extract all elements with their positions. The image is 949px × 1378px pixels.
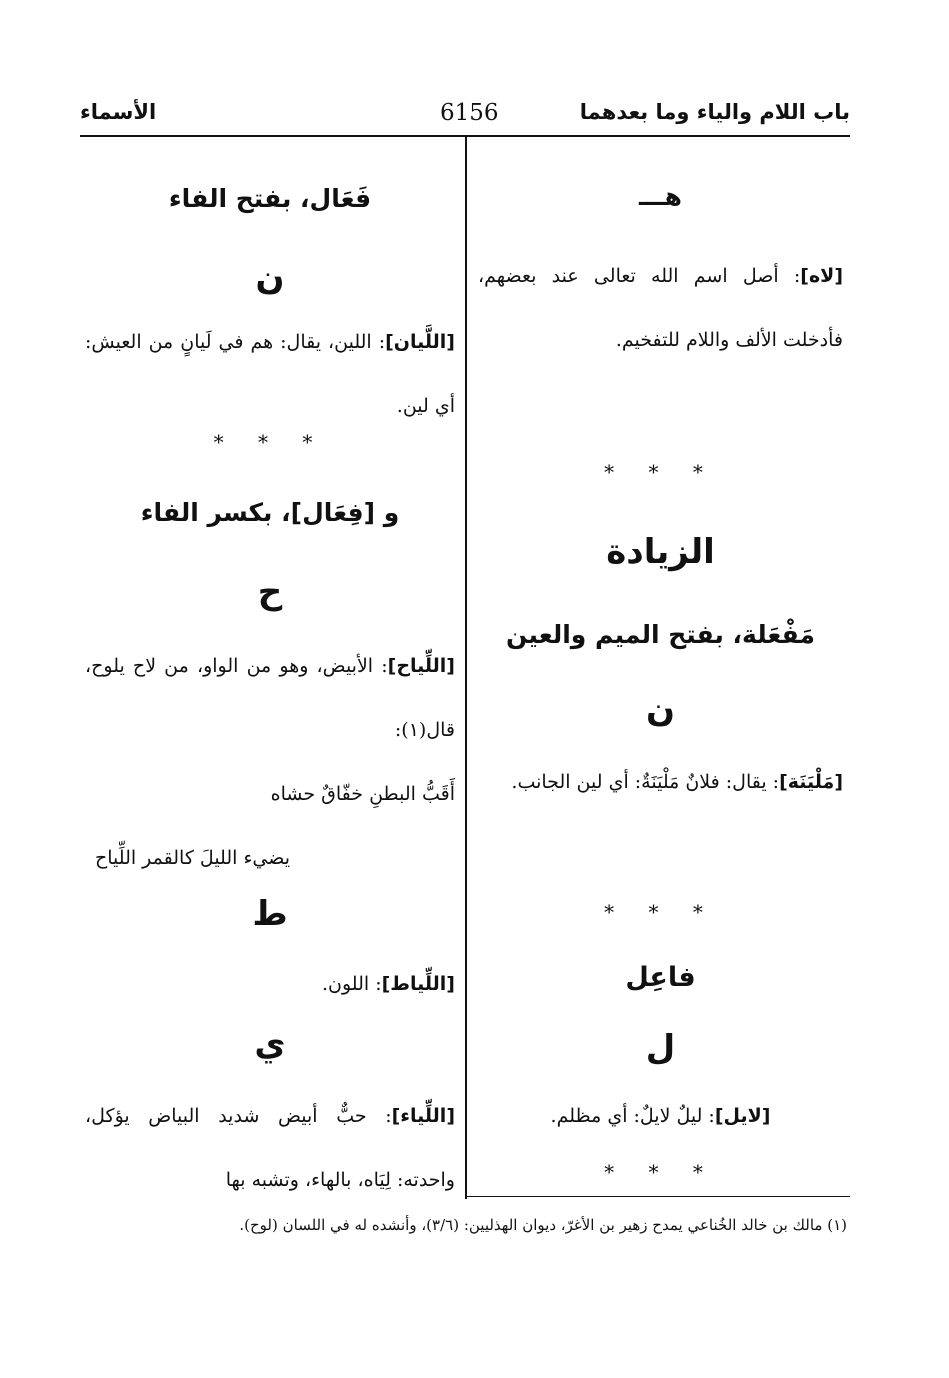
chapter-title: باب اللام والياء وما بعدهما xyxy=(579,100,850,124)
column-divider xyxy=(465,137,467,1199)
heading-ha: هـــ xyxy=(639,182,682,211)
poem-verse-first: أَقَبُّ البطنِ خفّاقٌ حشاه xyxy=(270,783,455,805)
section-title: الأسماء xyxy=(80,100,157,124)
entry-term: [اللِّياء] xyxy=(391,1105,455,1127)
separator-stars: * * * xyxy=(604,900,717,924)
separator-stars: * * * xyxy=(604,460,717,484)
letter-nun: ن xyxy=(255,258,285,298)
entry-term: [اللِّياط] xyxy=(381,973,455,995)
letter-ya: ي xyxy=(254,1024,286,1064)
entry-text: : الأبيض، وهو من الواو، من لاح يلوح، قال(١): xyxy=(85,655,455,741)
entry-text: : يقال: فلانٌ مَلْيَنَةٌ: أي لين الجانب. xyxy=(511,771,780,793)
entry-lah xyxy=(478,244,843,372)
entry-liyan xyxy=(85,310,455,438)
zyada-heading: الزيادة xyxy=(606,532,715,572)
entry-layil xyxy=(478,1084,843,1148)
letter-lam: ل xyxy=(645,1028,676,1068)
fa-il-heading: فاعِل xyxy=(625,962,696,993)
entry-text: : أصل اسم الله تعالى عند بعضهم، فأدخلت الألف واللام للتفخيم. xyxy=(478,265,843,351)
entry-term: [مَلْيَنَة] xyxy=(779,771,843,793)
entry-term: [اللِّياح] xyxy=(387,655,455,677)
footnote-rule xyxy=(465,1196,850,1197)
maf-ala-heading: مَفْعَلة، بفتح الميم والعين xyxy=(506,620,815,649)
footnote: (١) مالك بن خالد الخُناعي يمدح زهير بن الأغرّ، ديوان الهذليين: (٣/٦)، وأنشده له في اللسان (لوح). xyxy=(239,1216,847,1234)
separator-stars: * * * xyxy=(213,430,327,454)
letter-ta: ط xyxy=(252,894,288,934)
entry-term: [اللَّيان] xyxy=(385,331,455,353)
entry-text: : حبٌّ أبيض شديد البياض يؤكل، واحدته: لِيَاه، بالهاء، وتشبه بها xyxy=(85,1105,455,1191)
fa-al-heading: فَعَال، بفتح الفاء xyxy=(168,184,372,213)
entry-text: : اللون. xyxy=(321,973,382,995)
entry-liyah xyxy=(85,634,455,762)
separator-stars: * * * xyxy=(604,1160,717,1184)
entry-liyat xyxy=(85,952,455,1016)
letter-ha: ح xyxy=(257,572,283,612)
fi-al-heading: و [فِعَال]، بكسر الفاء xyxy=(140,498,400,527)
entry-term: [لاه] xyxy=(800,265,843,287)
entry-text: : اللين، يقال: هم في لَيانٍ من العيش: أي لين. xyxy=(85,331,455,417)
letter-nun: ن xyxy=(645,690,676,730)
entry-malyana xyxy=(478,750,843,814)
poem-verse-second: يضيء الليلَ كالقمر اللِّياح xyxy=(95,847,290,869)
page-number: 6156 xyxy=(440,100,499,126)
page-header xyxy=(80,92,850,132)
entry-text: : ليلٌ لايلٌ: أي مظلم. xyxy=(550,1105,715,1127)
entry-term: [لايل] xyxy=(714,1105,771,1127)
entry-liya xyxy=(85,1084,455,1212)
